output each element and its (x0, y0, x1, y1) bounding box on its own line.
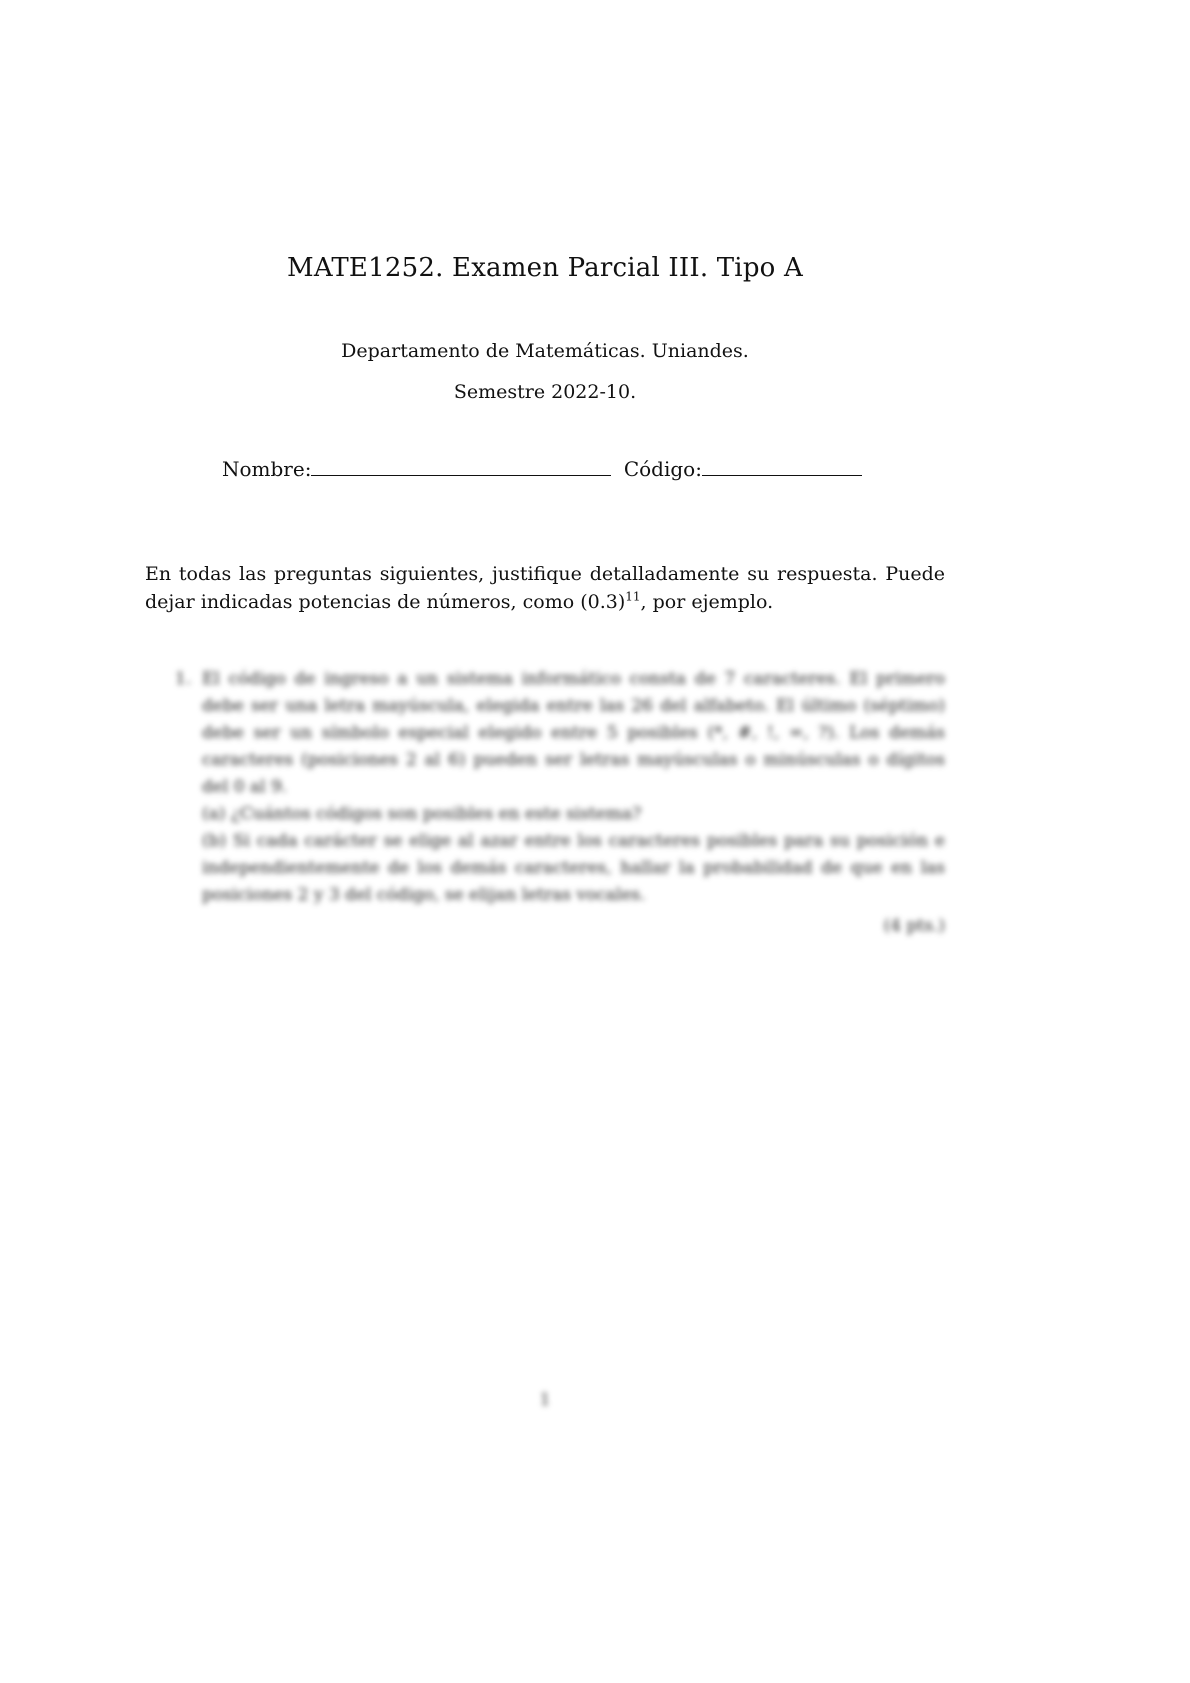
semester-line: Semestre 2022-10. (453, 381, 637, 403)
name-blank-line[interactable] (311, 455, 611, 476)
instructions-text: En todas las preguntas siguientes, justifique detalladamente su respuesta. Puede dejar indicadas potencias de números, como (0.3) (145, 563, 945, 613)
code-label: Código: (623, 457, 702, 481)
question-part-a: (a) ¿Cuántos códigos son posibles en este sistema? (202, 804, 642, 824)
question-points: (4 pts.) (883, 916, 945, 936)
instructions-text-end: , por ejemplo. (640, 591, 774, 613)
question-statement: El código de ingreso a un sistema informático consta de 7 caracteres. El primero debe ser una letra mayúscula, elegida entre las 26 del alfabeto. El último (séptimo) debe ser un símbolo especial elegido entre 5 posibles (*, #, !, =, ?). Los demás caracteres (posiciones 2 al 6) pueden ser letras mayúsculas o minúsculas o dígitos del 0 al 9. (202, 669, 945, 797)
question-part-b: (b) Si cada carácter se elige al azar entre los caracteres posibles para su posición e independientemente de los demás caracteres, hallar la probabilidad de que en las posiciones 2 y 3 del código, se elijan letras vocales. (202, 831, 945, 905)
department-line: Departamento de Matemáticas. Uniandes. (341, 340, 749, 362)
question-1 (175, 666, 945, 940)
student-fields (222, 455, 862, 481)
name-label: Nombre: (222, 457, 312, 481)
code-blank-line[interactable] (702, 455, 862, 476)
exam-title: MATE1252. Examen Parcial III. Tipo A (287, 253, 803, 283)
instructions-exponent: 11 (625, 589, 641, 604)
question-number: 1. (175, 669, 192, 689)
question-body (202, 666, 945, 940)
instructions-paragraph (145, 560, 945, 616)
page-number: 1 (539, 1390, 551, 1410)
